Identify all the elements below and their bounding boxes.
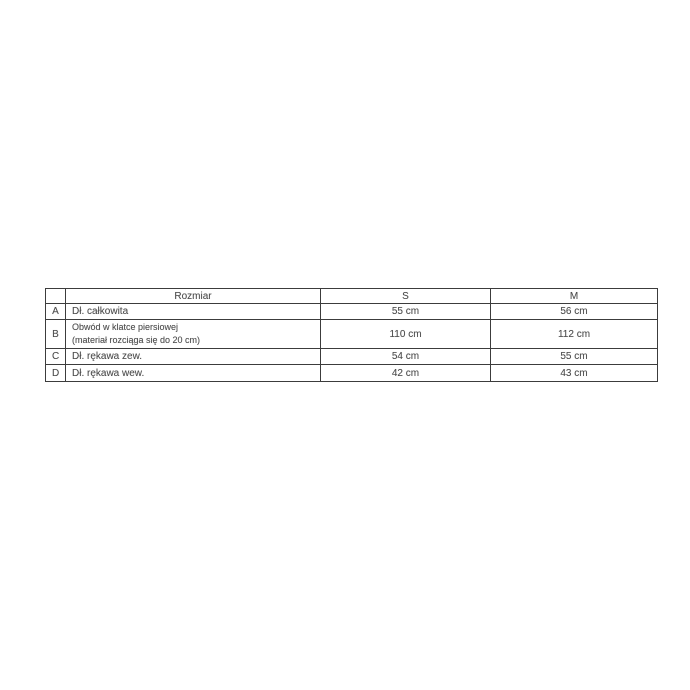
- row-value-s: 110 cm: [321, 320, 491, 349]
- row-value-s: 55 cm: [321, 304, 491, 320]
- row-label: Dł. całkowita: [66, 304, 321, 320]
- row-letter: C: [46, 349, 66, 365]
- table-row: [46, 365, 658, 382]
- table-row: [46, 349, 658, 365]
- row-value-m: 43 cm: [491, 365, 658, 382]
- header-size-label: Rozmiar: [66, 289, 321, 304]
- row-label: [66, 320, 321, 349]
- header-col-s: S: [321, 289, 491, 304]
- header-corner-cell: [46, 289, 66, 304]
- table-row: [46, 304, 658, 320]
- header-col-m: M: [491, 289, 658, 304]
- row-value-m: 112 cm: [491, 320, 658, 349]
- row-letter: A: [46, 304, 66, 320]
- table-header-row: [46, 289, 658, 304]
- row-value-m: 56 cm: [491, 304, 658, 320]
- row-label: Dł. rękawa zew.: [66, 349, 321, 365]
- row-value-s: 42 cm: [321, 365, 491, 382]
- row-label-line2: (materiał rozciąga się do 20 cm): [72, 335, 201, 345]
- row-letter: B: [46, 320, 66, 349]
- row-letter: D: [46, 365, 66, 382]
- row-label-line1: Obwód w klatce piersiowej: [72, 322, 179, 332]
- row-value-s: 54 cm: [321, 349, 491, 365]
- row-value-m: 55 cm: [491, 349, 658, 365]
- size-chart-table: [45, 288, 658, 382]
- table-row: [46, 320, 658, 349]
- row-label: Dł. rękawa wew.: [66, 365, 321, 382]
